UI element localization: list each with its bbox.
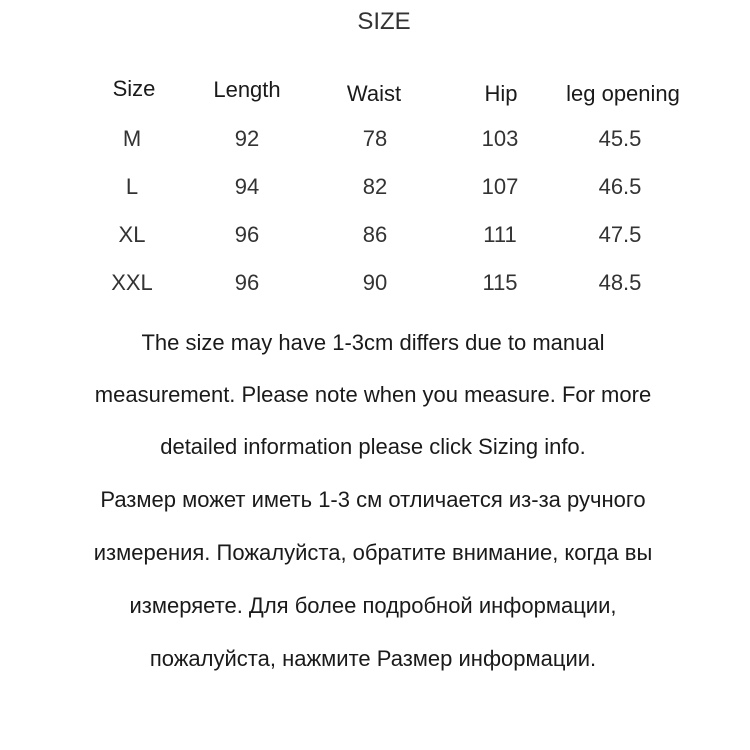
header-length: Length <box>213 77 281 102</box>
cell-size: L <box>125 174 139 199</box>
cell-waist: 90 <box>362 270 388 295</box>
note-line-6: измеряете. Для более подробной информации, <box>129 593 617 618</box>
cell-size: M <box>122 126 142 151</box>
cell-hip: 103 <box>481 126 519 151</box>
cell-waist: 82 <box>362 174 388 199</box>
cell-length: 94 <box>234 174 260 199</box>
note-line-3: detailed information please click Sizing info. <box>160 434 586 459</box>
cell-length: 96 <box>234 222 260 247</box>
note-line-2: measurement. Please note when you measure. For more <box>94 382 652 407</box>
page-title: SIZE <box>357 8 411 35</box>
cell-size: XXL <box>111 270 153 295</box>
cell-size: XL <box>118 222 146 247</box>
note-line-7: пожалуйста, нажмите Размер информации. <box>149 646 597 671</box>
cell-leg-opening: 45.5 <box>598 126 642 151</box>
cell-hip: 111 <box>483 222 517 247</box>
header-hip: Hip <box>484 81 518 106</box>
cell-leg-opening: 48.5 <box>598 270 642 295</box>
cell-leg-opening: 47.5 <box>598 222 642 247</box>
cell-hip: 115 <box>482 270 518 295</box>
cell-waist: 86 <box>362 222 388 247</box>
cell-leg-opening: 46.5 <box>598 174 642 199</box>
header-leg-opening: leg opening <box>566 81 680 106</box>
cell-waist: 78 <box>362 126 388 151</box>
note-line-4: Размер может иметь 1-3 см отличается из-за ручного <box>100 487 646 512</box>
header-waist: Waist <box>346 81 402 106</box>
header-size: Size <box>112 76 156 101</box>
note-line-1: The size may have 1-3cm differs due to manual <box>141 330 605 355</box>
note-line-5: измерения. Пожалуйста, обратите внимание, когда вы <box>93 540 653 565</box>
cell-hip: 107 <box>481 174 519 199</box>
cell-length: 92 <box>234 126 260 151</box>
cell-length: 96 <box>234 270 260 295</box>
